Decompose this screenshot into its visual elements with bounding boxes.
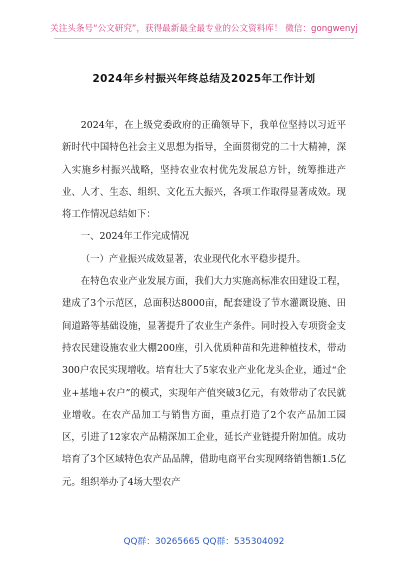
section-heading: 一、2024年工作完成情况 bbox=[80, 231, 190, 243]
footer-qq-groups: QQ群：30265665 QQ群：535304092 bbox=[123, 537, 285, 547]
subsection-heading: （一）产业振兴成效显著，农业现代化水平稳步提升。 bbox=[80, 253, 306, 265]
header-banner: 关注头条号“公文研究”，获得最新最全最专业的公文资料库！ 微信：gongwenyj bbox=[50, 24, 358, 34]
header-divider bbox=[54, 38, 354, 39]
document-title: 2024年乡村振兴年终总结及2025年工作计划 bbox=[92, 73, 316, 85]
document-body bbox=[62, 115, 346, 494]
intro-paragraph: 2024年，在上级党委政府的正确领导下，我单位坚持以习近平新时代中国特色社会主义思想为指导，全面贯彻党的二十大精神，深入实施乡村振兴战略，坚持农业农村优先发展总方针，统筹推进产业、人才、生态、组织、文化五大振兴，各项工作取得显著成效。现将工作情况总结如下： bbox=[62, 120, 346, 221]
industry-paragraph: 在特色农业产业发展方面，我们大力实施高标准农田建设工程，建成了3个示范区，总面积达8000亩，配套建设了节水灌溉设施、田间道路等基础设施，显著提升了农业生产条件。同时投入专项资金支持农民建设施农业大棚200座，引入优质种苗和先进种植技术，带动300户农民实现增收。培育壮大了5家农业产业化龙头企业，通过“企业+基地+农户”的模式，实现年产值突破3亿元，有效带动了农民就业增收。在农产品加工与销售方面，重点打造了2个农产品加工园区，引进了12家农产品精深加工企业，延长产业链提升附加值。成功培育了3个区域特色农产品品牌，借助电商平台实现网络销售额1.5亿元。组织举办了4场大型农产 bbox=[62, 276, 346, 488]
